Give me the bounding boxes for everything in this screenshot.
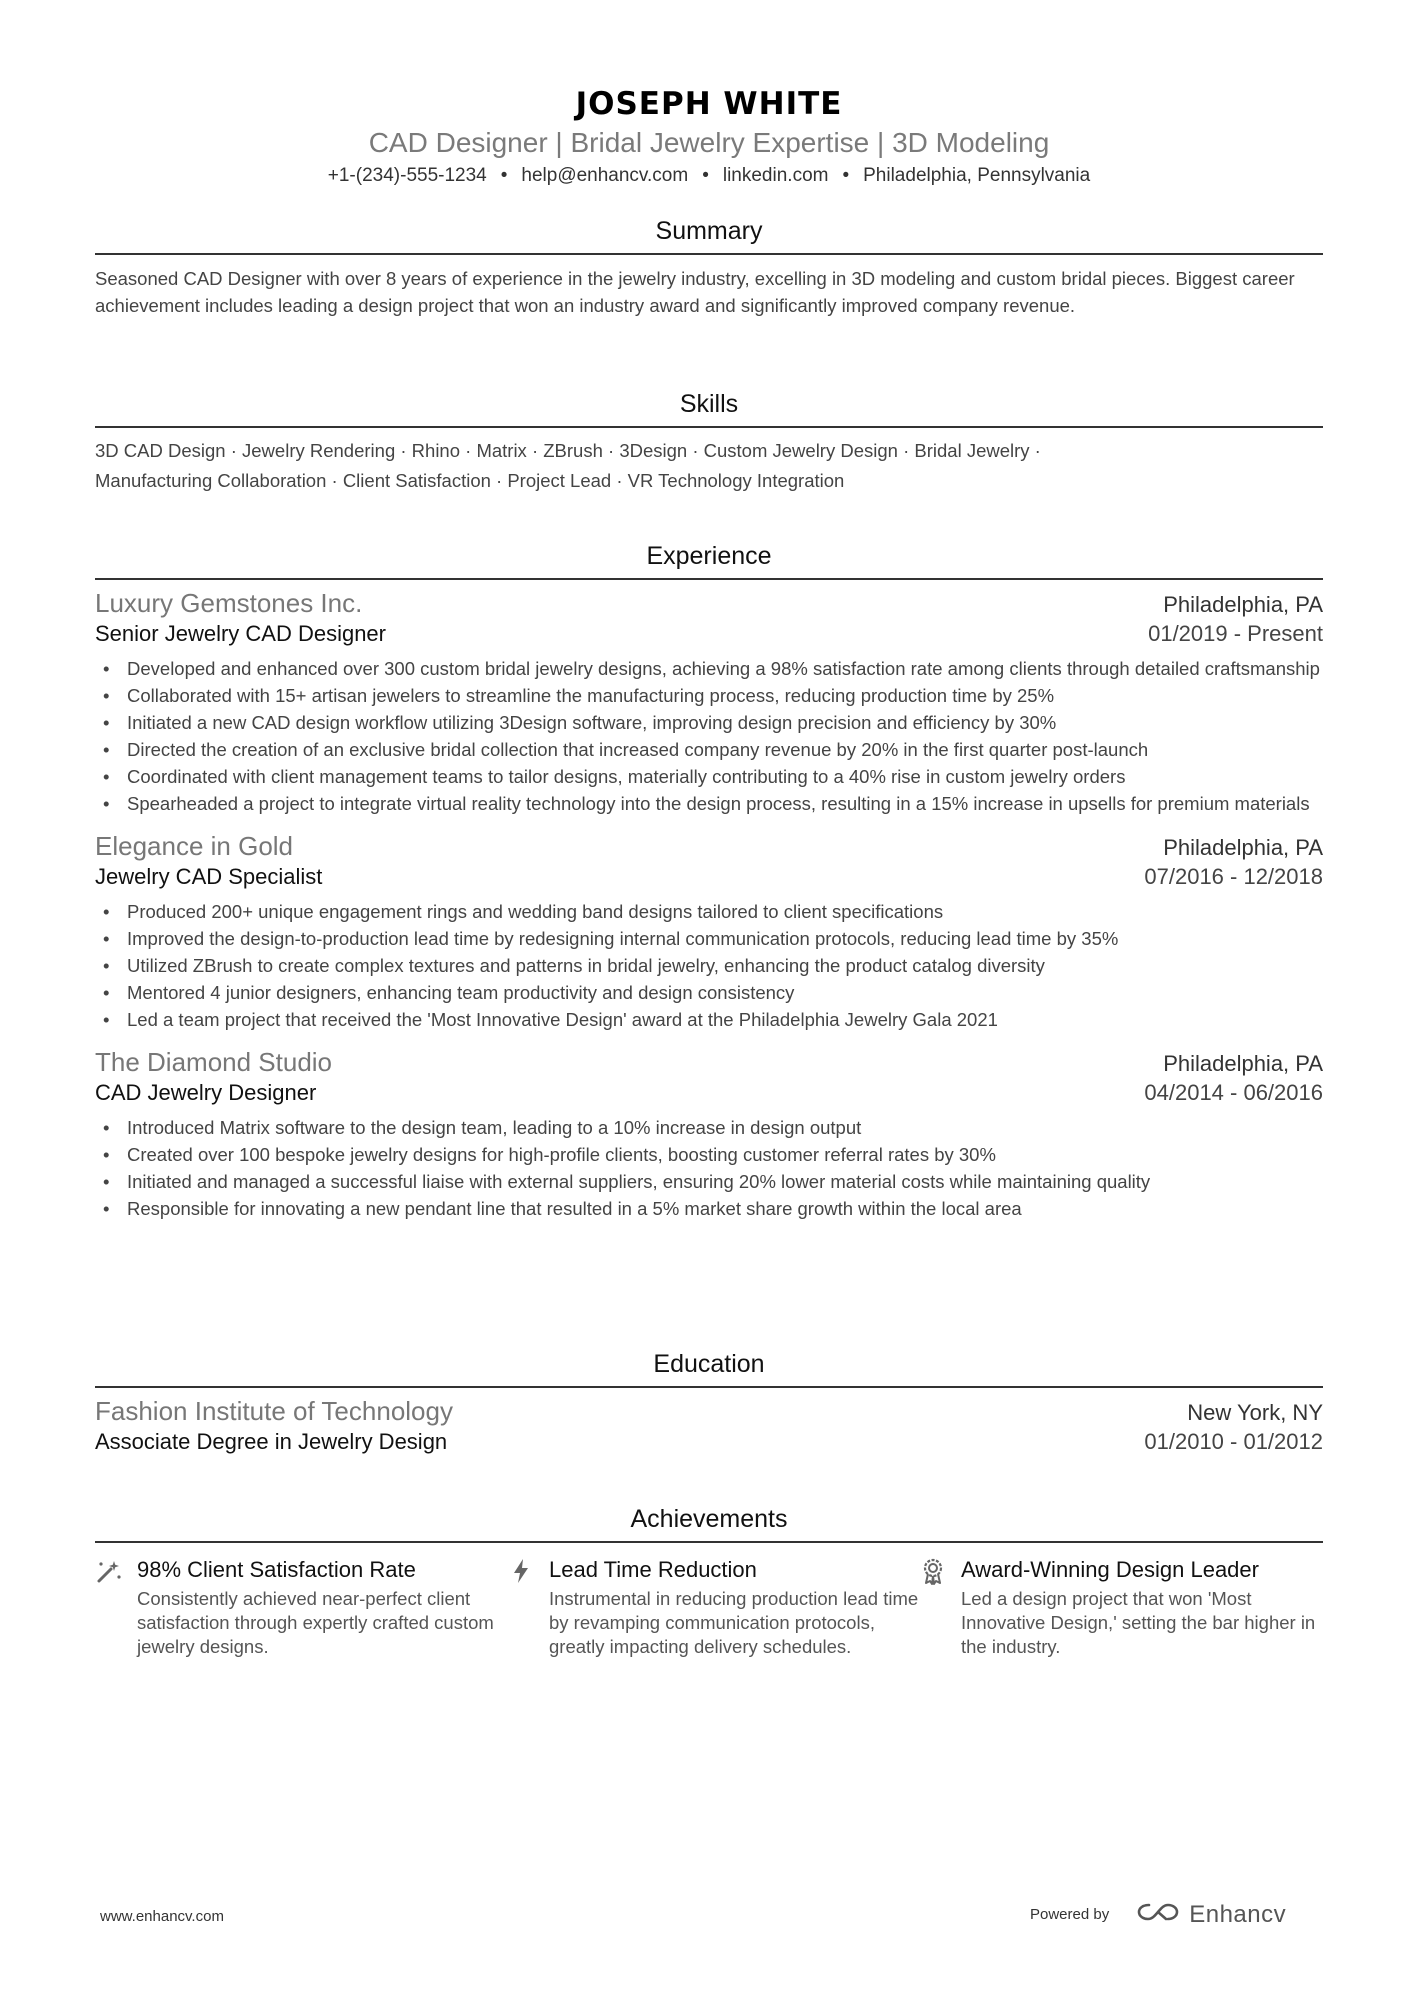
job-bullet: • Utilized ZBrush to create complex textures and patterns in bridal jewelry, enhancing the product catalog diversity (95, 952, 1323, 979)
achievement-item (507, 1555, 919, 1659)
contact-linkedin[interactable]: linkedin.com (722, 165, 829, 186)
section-divider (95, 1541, 1323, 1543)
job-bullet: • Produced 200+ unique engagement rings and wedding band designs tailored to client specifications (95, 898, 1323, 925)
job-location: Philadelphia, PA (1163, 835, 1323, 860)
job-bullets (95, 655, 1323, 817)
job-bullet: • Introduced Matrix software to the design team, leading to a 10% increase in design output (95, 1114, 1323, 1141)
achievement-title: Award-Winning Design Leader (961, 1557, 1259, 1582)
lightning-bolt-icon (507, 1555, 549, 1659)
contact-location: Philadelphia, Pennsylvania (863, 165, 1091, 186)
enhancv-logo-icon (1135, 1900, 1181, 1929)
job-entry (95, 1047, 1323, 1222)
job-location: Philadelphia, PA (1163, 1051, 1323, 1076)
magic-wand-icon (95, 1555, 137, 1659)
job-dates: 01/2019 - Present (1148, 621, 1323, 646)
skills-line: 3D CAD Design · Jewelry Rendering · Rhino · Matrix · ZBrush · 3Design · Custom Jewelry Design · Bridal Jewelry · (95, 440, 1041, 461)
achievement-title: Lead Time Reduction (549, 1557, 757, 1582)
job-company: The Diamond Studio (95, 1047, 333, 1077)
job-company: Elegance in Gold (95, 831, 294, 861)
achievements-grid (95, 1555, 1323, 1659)
education-school: Fashion Institute of Technology (95, 1396, 453, 1426)
job-dates: 04/2014 - 06/2016 (1144, 1080, 1323, 1105)
job-bullet: • Initiated and managed a successful liaise with external suppliers, ensuring 20% lower material costs while maintaining quality (95, 1168, 1323, 1195)
achievement-description: Led a design project that won 'Most Innovative Design,' setting the bar higher in the industry. (961, 1588, 1316, 1657)
achievements-section (95, 1501, 1323, 1659)
job-bullet: • Directed the creation of an exclusive bridal collection that increased company revenue by 20% in the first quarter post-launch (95, 736, 1323, 763)
job-bullet: • Created over 100 bespoke jewelry designs for high-profile clients, boosting customer referral rates by 30% (95, 1141, 1323, 1168)
section-divider (95, 253, 1323, 255)
skills-list (95, 436, 1323, 496)
footer-website[interactable]: www.enhancv.com (100, 1908, 224, 1925)
education-dates: 01/2010 - 01/2012 (1144, 1429, 1323, 1454)
achievement-description: Consistently achieved near-perfect client satisfaction through expertly crafted custom jewelry designs. (137, 1588, 494, 1657)
skills-line: Manufacturing Collaboration · Client Satisfaction · Project Lead · VR Technology Integration (95, 470, 845, 491)
summary-text: Seasoned CAD Designer with over 8 years of experience in the jewelry industry, excelling in 3D modeling and custom bridal pieces. Biggest career achievement includes leading a design project that won an industry award and significantly improved company revenue. (95, 268, 1295, 316)
job-bullet: • Improved the design-to-production lead time by redesigning internal communication protocols, reducing lead time by 35% (95, 925, 1323, 952)
job-bullet: • Spearheaded a project to integrate virtual reality technology into the design process, resulting in a 15% increase in upsells for premium materials (95, 790, 1323, 817)
job-bullet: • Developed and enhanced over 300 custom bridal jewelry designs, achieving a 98% satisfaction rate among clients through detailed craftsmanship (95, 655, 1323, 682)
job-bullets (95, 1114, 1323, 1222)
skills-section (95, 386, 1323, 496)
job-bullets (95, 898, 1323, 1033)
education-entry (95, 1396, 1323, 1455)
job-role: CAD Jewelry Designer (95, 1080, 317, 1105)
job-company: Luxury Gemstones Inc. (95, 588, 363, 618)
job-dates: 07/2016 - 12/2018 (1144, 864, 1323, 889)
achievements-heading: Achievements (630, 1505, 788, 1533)
job-bullet: • Coordinated with client management teams to tailor designs, materially contributing to a 40% rise in custom jewelry orders (95, 763, 1323, 790)
job-location: Philadelphia, PA (1163, 592, 1323, 617)
job-bullet: • Led a team project that received the 'Most Innovative Design' award at the Philadelphia Jewelry Gala 2021 (95, 1006, 1323, 1033)
contact-email[interactable]: help@enhancv.com (521, 165, 689, 186)
award-medal-icon (919, 1555, 961, 1659)
skills-heading: Skills (679, 390, 739, 418)
separator-dot: • (702, 165, 709, 186)
job-role: Jewelry CAD Specialist (95, 864, 323, 889)
job-bullet: • Collaborated with 15+ artisan jewelers to streamline the manufacturing process, reducing production time by 25% (95, 682, 1323, 709)
job-bullet: • Initiated a new CAD design workflow utilizing 3Design software, improving design precision and efficiency by 30% (95, 709, 1323, 736)
summary-heading: Summary (655, 217, 763, 245)
footer-branding (1030, 1900, 1286, 1929)
job-role: Senior Jewelry CAD Designer (95, 621, 386, 646)
education-degree: Associate Degree in Jewelry Design (95, 1429, 448, 1454)
contact-phone: +1-(234)-555-1234 (327, 165, 487, 186)
achievement-item (919, 1555, 1331, 1659)
powered-by-label: Powered by (1030, 1906, 1110, 1923)
contact-line (95, 162, 1323, 190)
candidate-name: JOSEPH WHITE (575, 86, 843, 122)
experience-section (95, 538, 1323, 1222)
section-divider (95, 578, 1323, 580)
section-divider (95, 426, 1323, 428)
education-heading: Education (653, 1350, 765, 1378)
resume-header (95, 84, 1323, 190)
section-divider (95, 1386, 1323, 1388)
separator-dot: • (500, 165, 508, 186)
job-entry (95, 588, 1323, 817)
candidate-tagline: CAD Designer | Bridal Jewelry Expertise | 3D Modeling (368, 127, 1050, 158)
education-section (95, 1346, 1323, 1455)
experience-heading: Experience (646, 542, 772, 570)
achievement-description: Instrumental in reducing production lead time by revamping communication protocols, greatly impacting delivery schedules. (549, 1588, 919, 1657)
job-entry (95, 831, 1323, 1033)
achievement-item (95, 1555, 507, 1659)
education-location: New York, NY (1187, 1400, 1323, 1425)
brand-name: Enhancv (1189, 1900, 1287, 1928)
job-bullet: • Mentored 4 junior designers, enhancing team productivity and design consistency (95, 979, 1323, 1006)
job-bullet: • Responsible for innovating a new pendant line that resulted in a 5% market share growth within the local area (95, 1195, 1323, 1222)
separator-dot: • (842, 165, 850, 186)
achievement-title: 98% Client Satisfaction Rate (137, 1557, 416, 1582)
summary-section (95, 213, 1323, 319)
resume-page (95, 0, 1323, 1657)
